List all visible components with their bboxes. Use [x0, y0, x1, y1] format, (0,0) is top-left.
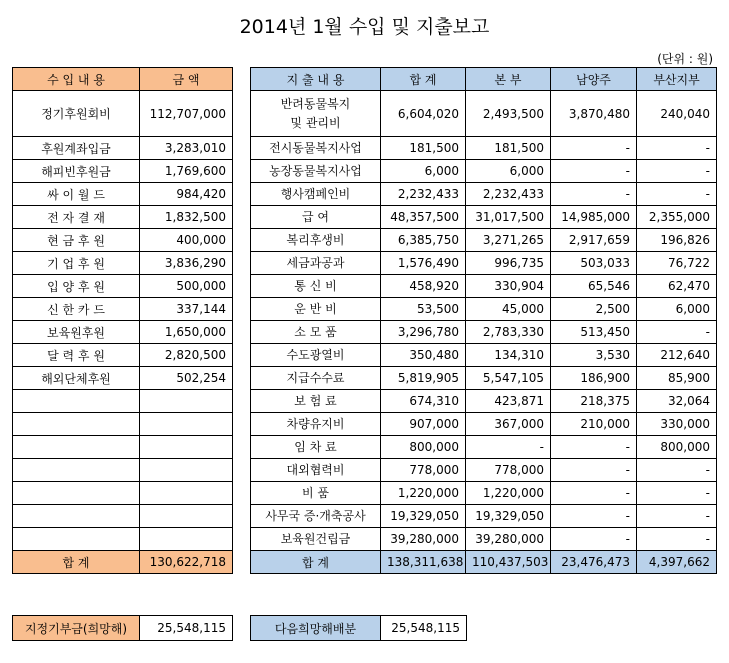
- expense-item-label: 세금과공과: [251, 252, 381, 275]
- expense-hq-cell: -: [466, 436, 551, 459]
- income-empty-cell: [140, 436, 233, 459]
- income-row: [13, 367, 233, 390]
- expense-busan-cell: 330,000: [637, 413, 717, 436]
- expense-total-cell: 53,500: [381, 298, 466, 321]
- income-amount-cell: 3,283,010: [140, 137, 233, 160]
- next-distribution-value: 25,548,115: [381, 616, 467, 641]
- income-item-label: 정기후원회비: [13, 91, 140, 137]
- expense-busan-total: 4,397,662: [637, 551, 717, 574]
- expense-hq-cell: 2,232,433: [466, 183, 551, 206]
- expense-total-cell: 778,000: [381, 459, 466, 482]
- expense-item-label: 수도광열비: [251, 344, 381, 367]
- expense-item-label: 급 여: [251, 206, 381, 229]
- expense-hq-cell: 5,547,105: [466, 367, 551, 390]
- income-empty-cell: [13, 390, 140, 413]
- expense-namyangju-cell: 2,917,659: [551, 229, 637, 252]
- income-empty-cell: [140, 413, 233, 436]
- expense-total-cell: 6,000: [381, 160, 466, 183]
- expense-header-row: [251, 68, 717, 91]
- expense-total-row: [251, 551, 717, 574]
- income-row: [13, 229, 233, 252]
- income-empty-cell: [13, 436, 140, 459]
- income-item-label: 기 업 후 원: [13, 252, 140, 275]
- income-amount-cell: 112,707,000: [140, 91, 233, 137]
- designated-donation-table: [12, 615, 233, 641]
- expense-row: [251, 505, 717, 528]
- income-item-label: 해외단체후원: [13, 367, 140, 390]
- income-item-label: 보육원후원: [13, 321, 140, 344]
- expense-row: [251, 344, 717, 367]
- expense-hq-cell: 3,271,265: [466, 229, 551, 252]
- expense-namyangju-cell: 513,450: [551, 321, 637, 344]
- income-row: [13, 252, 233, 275]
- expense-hq-cell: 39,280,000: [466, 528, 551, 551]
- expense-row: [251, 91, 717, 137]
- income-item-label: 싸 이 월 드: [13, 183, 140, 206]
- designated-donation-value: 25,548,115: [140, 616, 233, 641]
- expense-row: [251, 528, 717, 551]
- income-row: [13, 160, 233, 183]
- expense-row: [251, 321, 717, 344]
- expense-busan-cell: -: [637, 183, 717, 206]
- expense-hq-cell: 2,493,500: [466, 91, 551, 137]
- expense-header-total: 합 계: [381, 68, 466, 91]
- income-row: [13, 298, 233, 321]
- expense-total-cell: 39,280,000: [381, 528, 466, 551]
- income-amount-cell: 1,650,000: [140, 321, 233, 344]
- expense-item-label: 행사캠페인비: [251, 183, 381, 206]
- expense-item-label: 대외협력비: [251, 459, 381, 482]
- income-empty-row: [13, 413, 233, 436]
- income-item-label: 신 한 카 드: [13, 298, 140, 321]
- expense-table: [250, 67, 717, 574]
- expense-hq-cell: 6,000: [466, 160, 551, 183]
- expense-busan-cell: 800,000: [637, 436, 717, 459]
- expense-busan-cell: 240,040: [637, 91, 717, 137]
- income-empty-row: [13, 459, 233, 482]
- expense-namyangju-total: 23,476,473: [551, 551, 637, 574]
- expense-busan-cell: -: [637, 528, 717, 551]
- expense-namyangju-cell: 218,375: [551, 390, 637, 413]
- income-row: [13, 344, 233, 367]
- expense-namyangju-cell: 186,900: [551, 367, 637, 390]
- expense-busan-cell: -: [637, 482, 717, 505]
- expense-total-cell: 6,604,020: [381, 91, 466, 137]
- expense-total-cell: 6,385,750: [381, 229, 466, 252]
- expense-total-cell: 181,500: [381, 137, 466, 160]
- expense-row: [251, 206, 717, 229]
- income-empty-cell: [13, 482, 140, 505]
- expense-namyangju-cell: -: [551, 160, 637, 183]
- income-table: [12, 67, 233, 574]
- unit-label: (단위 : 원): [657, 52, 713, 66]
- income-empty-row: [13, 528, 233, 551]
- expense-busan-cell: 32,064: [637, 390, 717, 413]
- income-item-label: 달 력 후 원: [13, 344, 140, 367]
- expense-header-hq: 본 부: [466, 68, 551, 91]
- income-amount-cell: 337,144: [140, 298, 233, 321]
- expense-total-cell: 350,480: [381, 344, 466, 367]
- income-amount-cell: 1,832,500: [140, 206, 233, 229]
- expense-busan-cell: -: [637, 321, 717, 344]
- expense-namyangju-cell: 14,985,000: [551, 206, 637, 229]
- expense-busan-cell: -: [637, 459, 717, 482]
- income-item-label: 현 금 후 원: [13, 229, 140, 252]
- income-total-label: 합 계: [13, 551, 140, 574]
- expense-hq-cell: 367,000: [466, 413, 551, 436]
- income-empty-row: [13, 505, 233, 528]
- expense-total-cell: 1,576,490: [381, 252, 466, 275]
- expense-namyangju-cell: -: [551, 459, 637, 482]
- expense-hq-cell: 31,017,500: [466, 206, 551, 229]
- expense-item-label: 농장동물복지사업: [251, 160, 381, 183]
- expense-row: [251, 160, 717, 183]
- expense-header-item: 지 출 내 용: [251, 68, 381, 91]
- expense-item-label: 보 험 료: [251, 390, 381, 413]
- expense-busan-cell: 6,000: [637, 298, 717, 321]
- expense-namyangju-cell: 3,870,480: [551, 91, 637, 137]
- income-amount-cell: 1,769,600: [140, 160, 233, 183]
- expense-item-label: 복리후생비: [251, 229, 381, 252]
- expense-hq-cell: 181,500: [466, 137, 551, 160]
- expense-namyangju-cell: 503,033: [551, 252, 637, 275]
- expense-row: [251, 367, 717, 390]
- expense-busan-cell: 196,826: [637, 229, 717, 252]
- expense-namyangju-cell: 3,530: [551, 344, 637, 367]
- expense-item-label: 지급수수료: [251, 367, 381, 390]
- next-distribution-table: [250, 615, 467, 641]
- income-row: [13, 91, 233, 137]
- income-empty-row: [13, 390, 233, 413]
- expense-header-busan: 부산지부: [637, 68, 717, 91]
- expense-namyangju-cell: -: [551, 137, 637, 160]
- income-row: [13, 275, 233, 298]
- expense-hq-cell: 2,783,330: [466, 321, 551, 344]
- income-item-label: 후원계좌입금: [13, 137, 140, 160]
- expense-hq-cell: 330,904: [466, 275, 551, 298]
- expense-namyangju-cell: -: [551, 528, 637, 551]
- expense-row: [251, 229, 717, 252]
- income-amount-cell: 400,000: [140, 229, 233, 252]
- expense-row: [251, 298, 717, 321]
- income-header-row: [13, 68, 233, 91]
- expense-row: [251, 413, 717, 436]
- income-grand-total: 130,622,718: [140, 551, 233, 574]
- income-empty-cell: [13, 528, 140, 551]
- income-row: [13, 183, 233, 206]
- expense-row: [251, 390, 717, 413]
- expense-item-label: 소 모 품: [251, 321, 381, 344]
- expense-row: [251, 252, 717, 275]
- income-empty-row: [13, 482, 233, 505]
- expense-total-cell: 19,329,050: [381, 505, 466, 528]
- expense-namyangju-cell: 2,500: [551, 298, 637, 321]
- income-item-label: 입 양 후 원: [13, 275, 140, 298]
- income-empty-cell: [140, 528, 233, 551]
- income-row: [13, 137, 233, 160]
- expense-hq-cell: 45,000: [466, 298, 551, 321]
- income-amount-cell: 500,000: [140, 275, 233, 298]
- income-empty-cell: [140, 482, 233, 505]
- income-header-item: 수 입 내 용: [13, 68, 140, 91]
- expense-row: [251, 137, 717, 160]
- expense-hq-cell: 778,000: [466, 459, 551, 482]
- expense-item-label: 운 반 비: [251, 298, 381, 321]
- expense-total-cell: 3,296,780: [381, 321, 466, 344]
- expense-namyangju-cell: -: [551, 436, 637, 459]
- income-empty-row: [13, 436, 233, 459]
- expense-row: [251, 275, 717, 298]
- expense-row: [251, 482, 717, 505]
- expense-total-cell: 5,819,905: [381, 367, 466, 390]
- expense-hq-cell: 19,329,050: [466, 505, 551, 528]
- expense-grand-total: 138,311,638: [381, 551, 466, 574]
- expense-item-label: 사무국 증·개축공사: [251, 505, 381, 528]
- expense-total-cell: 1,220,000: [381, 482, 466, 505]
- income-item-label: 전 자 결 재: [13, 206, 140, 229]
- expense-item-label: 통 신 비: [251, 275, 381, 298]
- income-empty-cell: [13, 505, 140, 528]
- income-row: [13, 206, 233, 229]
- expense-total-cell: 907,000: [381, 413, 466, 436]
- expense-busan-cell: 2,355,000: [637, 206, 717, 229]
- expense-hq-cell: 1,220,000: [466, 482, 551, 505]
- expense-item-label: 임 차 료: [251, 436, 381, 459]
- income-empty-cell: [140, 390, 233, 413]
- income-amount-cell: 502,254: [140, 367, 233, 390]
- expense-busan-cell: -: [637, 505, 717, 528]
- expense-busan-cell: 62,470: [637, 275, 717, 298]
- income-empty-cell: [13, 459, 140, 482]
- designated-donation-label: 지정기부금(희망해): [13, 616, 140, 641]
- expense-busan-cell: 85,900: [637, 367, 717, 390]
- expense-hq-cell: 134,310: [466, 344, 551, 367]
- income-amount-cell: 3,836,290: [140, 252, 233, 275]
- income-header-amount: 금 액: [140, 68, 233, 91]
- expense-total-cell: 2,232,433: [381, 183, 466, 206]
- expense-item-label: 비 품: [251, 482, 381, 505]
- expense-row: [251, 436, 717, 459]
- next-distribution-label: 다음희망해배분: [251, 616, 381, 641]
- page-title: 2014년 1월 수입 및 지출보고: [239, 16, 490, 38]
- expense-namyangju-cell: 210,000: [551, 413, 637, 436]
- expense-hq-cell: 996,735: [466, 252, 551, 275]
- expense-busan-cell: -: [637, 160, 717, 183]
- expense-total-label: 합 계: [251, 551, 381, 574]
- income-row: [13, 321, 233, 344]
- expense-item-label: 전시동물복지사업: [251, 137, 381, 160]
- expense-hq-total: 110,437,503: [466, 551, 551, 574]
- expense-header-namyangju: 남양주: [551, 68, 637, 91]
- expense-namyangju-cell: -: [551, 482, 637, 505]
- expense-total-cell: 48,357,500: [381, 206, 466, 229]
- expense-busan-cell: 76,722: [637, 252, 717, 275]
- expense-item-label: 반려동물복지 및 관리비: [251, 91, 381, 137]
- expense-busan-cell: 212,640: [637, 344, 717, 367]
- expense-row: [251, 459, 717, 482]
- income-amount-cell: 984,420: [140, 183, 233, 206]
- expense-item-label: 보육원건립금: [251, 528, 381, 551]
- expense-namyangju-cell: 65,546: [551, 275, 637, 298]
- expense-row: [251, 183, 717, 206]
- income-empty-cell: [140, 459, 233, 482]
- income-empty-cell: [13, 413, 140, 436]
- expense-hq-cell: 423,871: [466, 390, 551, 413]
- income-total-row: [13, 551, 233, 574]
- expense-namyangju-cell: -: [551, 505, 637, 528]
- income-item-label: 해피빈후원금: [13, 160, 140, 183]
- income-empty-cell: [140, 505, 233, 528]
- expense-item-label: 차량유지비: [251, 413, 381, 436]
- income-amount-cell: 2,820,500: [140, 344, 233, 367]
- expense-total-cell: 800,000: [381, 436, 466, 459]
- expense-total-cell: 674,310: [381, 390, 466, 413]
- expense-total-cell: 458,920: [381, 275, 466, 298]
- expense-busan-cell: -: [637, 137, 717, 160]
- expense-namyangju-cell: -: [551, 183, 637, 206]
